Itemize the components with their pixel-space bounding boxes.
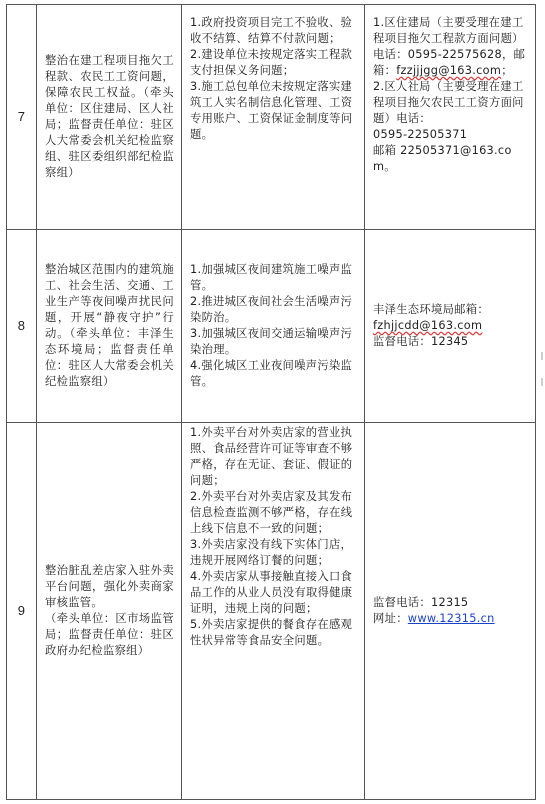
issues-text: 1.加强城区夜间建筑施工噪声监管。 2.推进城区夜间社会生活噪声污染防治。 3.加强城区夜间交通运输噪声污染治理。 4.强化城区工业夜间噪声污染监管。 xyxy=(190,263,353,388)
contact-text: 监督电话：12345 xyxy=(373,335,469,348)
contact-text: 1.区住建局（主要受理在建工程项目拖欠工程款方面问题）电话：0595-22575628，邮箱： xyxy=(373,16,526,77)
task-cell xyxy=(37,230,182,423)
contact-separator: ； xyxy=(501,64,513,77)
task-cell xyxy=(37,423,182,800)
row-number: 9 xyxy=(7,423,37,800)
issues-cell xyxy=(182,5,365,230)
table-row xyxy=(7,423,536,800)
email-link[interactable]: fzhjjcdd@163.com xyxy=(373,319,483,332)
issues-text: 1.外卖平台对外卖店家的营业执照、食品经营许可证等审查不够严格，存在无证、套证、假证的问题； 2.外卖平台对外卖店家及其发布信息检查监测不够严格，存在线上线下信息不一致的问题； 3.外卖店家没有线下实体门店，违规开展网络订餐的问题； 4.外卖店家从事接触直接入口食品工作的从业人员没有取得健康证明，违规上岗的问题； 5.外卖店家提供的餐食存在感观性状异常等食品安全问题。 xyxy=(190,426,353,647)
task-cell xyxy=(37,5,182,230)
table-row xyxy=(7,230,536,423)
contact-text: 网址： xyxy=(373,612,408,625)
contact-text: 2.区人社局（主要受理在建工程项目拖欠农民工工资方面问题）电话： 0595-22505371 邮箱 22505371@163.com。 xyxy=(373,80,524,173)
task-text: 整治在建工程项目拖欠工程款、农民工工资问题，保障农民工权益。（牵头单位：区住建局、区人社局；监督责任单位：驻区人大常委会机关纪检监察组、驻区委组织部纪检监察组） xyxy=(45,54,174,179)
email-link[interactable]: fzzjjjgg@163.com xyxy=(396,64,502,77)
supervision-task-table xyxy=(6,4,536,800)
contact-text: 丰泽生态环境局邮箱： xyxy=(373,303,489,316)
table-row xyxy=(7,5,536,230)
task-text: 整治脏乱差店家入驻外卖平台问题，强化外卖商家审核监管。 （牵头单位：区市场监管局；监督责任单位：驻区政府办纪检监察组） xyxy=(45,564,174,657)
contact-text: 监督电话：12315 xyxy=(373,596,469,609)
website-link[interactable]: www.12315.cn xyxy=(407,612,495,625)
issues-cell xyxy=(182,423,365,800)
issues-cell xyxy=(182,230,365,423)
margin-marker xyxy=(541,378,543,386)
row-number: 8 xyxy=(7,230,37,423)
issues-text: 1.政府投资项目完工不验收、验收不结算、结算不付款问题； 2.建设单位未按规定落实工程款支付担保义务问题； 3.施工总包单位未按规定落实建筑工人实名制信息化管理、工资专用账户、工资保证金制度等问题。 xyxy=(190,16,353,141)
contact-cell xyxy=(365,5,536,230)
contact-cell xyxy=(365,230,536,423)
row-number: 7 xyxy=(7,5,37,230)
contact-cell xyxy=(365,423,536,800)
task-text: 整治城区范围内的建筑施工、社会生活、交通、工业生产等夜间噪声扰民问题，开展“静夜守护”行动。（牵头单位：丰泽生态环境局；监督责任单位：驻区人大常委会机关纪检监察组） xyxy=(45,263,174,388)
margin-marker xyxy=(541,352,543,360)
